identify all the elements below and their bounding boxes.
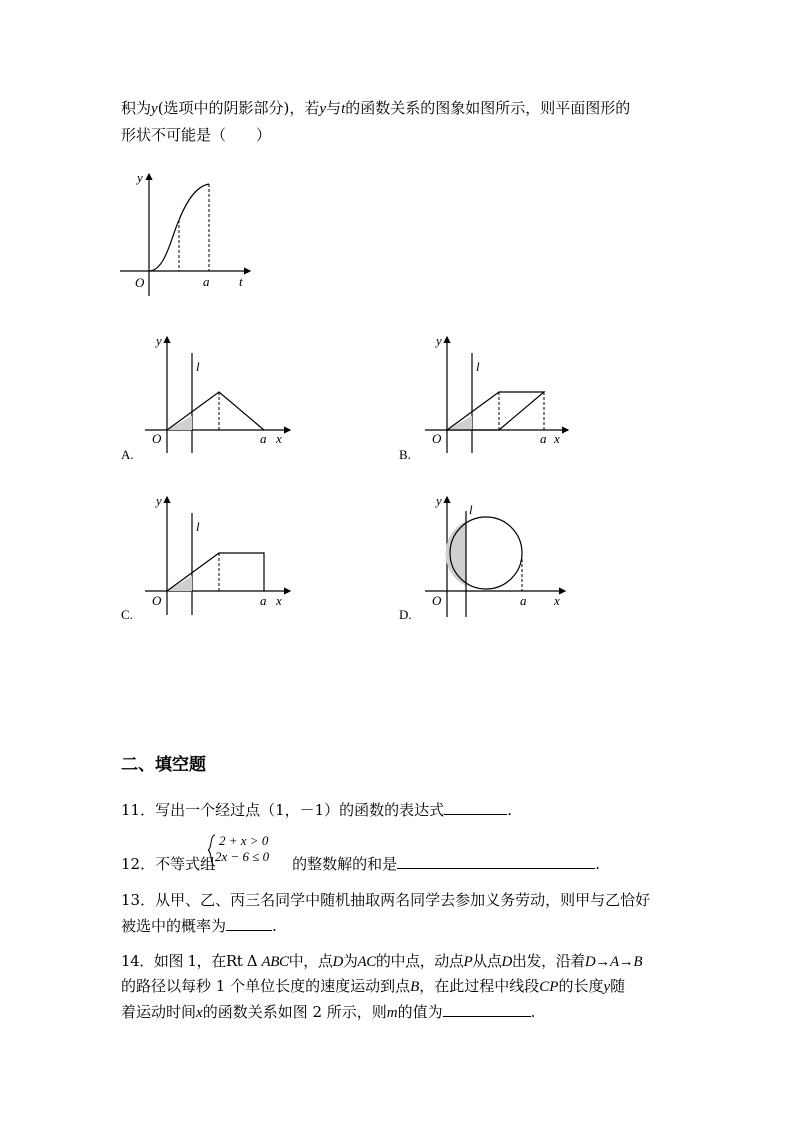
question-14-line1: 14．如图 1，在Rt Δ ABC中，点D为AC的中点，动点P从点D出发，沿着D→A→B bbox=[121, 952, 643, 970]
svg-text:a: a bbox=[260, 431, 267, 446]
svg-text:O: O bbox=[432, 431, 442, 446]
svg-text:x: x bbox=[554, 593, 560, 608]
svg-text:x: x bbox=[276, 593, 282, 608]
x-axis-label: t bbox=[239, 274, 243, 289]
answer-blank[interactable] bbox=[397, 852, 595, 869]
svg-text:l: l bbox=[469, 502, 473, 517]
main-function-graph bbox=[115, 168, 265, 298]
question-intro-line2: 形状不可能是（ ） bbox=[121, 126, 272, 144]
option-c-label[interactable]: C. bbox=[121, 607, 133, 622]
svg-text:a: a bbox=[520, 593, 527, 608]
section-title: 二、填空题 bbox=[121, 755, 206, 775]
svg-text:x: x bbox=[276, 431, 282, 446]
answer-blank[interactable] bbox=[226, 914, 272, 931]
svg-text:y: y bbox=[156, 493, 162, 508]
svg-text:O: O bbox=[432, 593, 442, 608]
option-a-graph bbox=[140, 333, 320, 453]
svg-text:x: x bbox=[554, 431, 560, 446]
origin-label: O bbox=[135, 275, 145, 290]
option-a-label[interactable]: A. bbox=[121, 447, 134, 462]
question-14-line2: 的路径以每秒 1 个单位长度的速度运动到点B，在此过程中线段CP的长度y随 bbox=[121, 977, 626, 995]
question-intro-line1: 积为y(选项中的阴影部分)，若y与t的函数关系的图象如图所示，则平面图形的 bbox=[121, 99, 631, 117]
option-b-label[interactable]: B. bbox=[399, 447, 411, 462]
question-13-line1: 13．从甲、乙、丙三名同学中随机抽取两名同学去参加义务劳动，则甲与乙恰好 bbox=[121, 891, 651, 909]
answer-blank[interactable] bbox=[443, 1000, 531, 1017]
inequality-system: 2 + x > 0 2x − 6 ≤ 0 bbox=[215, 833, 269, 865]
svg-text:y: y bbox=[156, 333, 162, 348]
svg-text:a: a bbox=[540, 431, 547, 446]
option-d-label[interactable]: D. bbox=[399, 607, 412, 622]
svg-text:l: l bbox=[196, 519, 200, 534]
answer-blank[interactable] bbox=[444, 798, 507, 815]
option-b-graph bbox=[420, 333, 600, 453]
question-13-line2: 被选中的概率为 . bbox=[121, 914, 277, 937]
svg-text:l: l bbox=[196, 359, 200, 374]
question-14-line3: 着运动时间x的函数关系如图 2 所示，则m的值为 . bbox=[121, 1000, 535, 1024]
svg-text:O: O bbox=[152, 593, 162, 608]
option-d-graph bbox=[420, 493, 600, 618]
svg-text:O: O bbox=[152, 431, 162, 446]
svg-text:a: a bbox=[260, 593, 267, 608]
option-c-graph bbox=[140, 493, 320, 613]
svg-text:y: y bbox=[436, 493, 442, 508]
svg-text:y: y bbox=[436, 333, 442, 348]
svg-text:l: l bbox=[476, 359, 480, 374]
shaded-region bbox=[445, 521, 466, 586]
question-11: 11．写出一个经过点（1，－1）的函数的表达式 . bbox=[121, 798, 512, 821]
question-12: 12．不等式组 的整数解的和是 . bbox=[121, 852, 600, 875]
y-axis-label: y bbox=[137, 170, 143, 185]
a-label: a bbox=[203, 274, 210, 289]
